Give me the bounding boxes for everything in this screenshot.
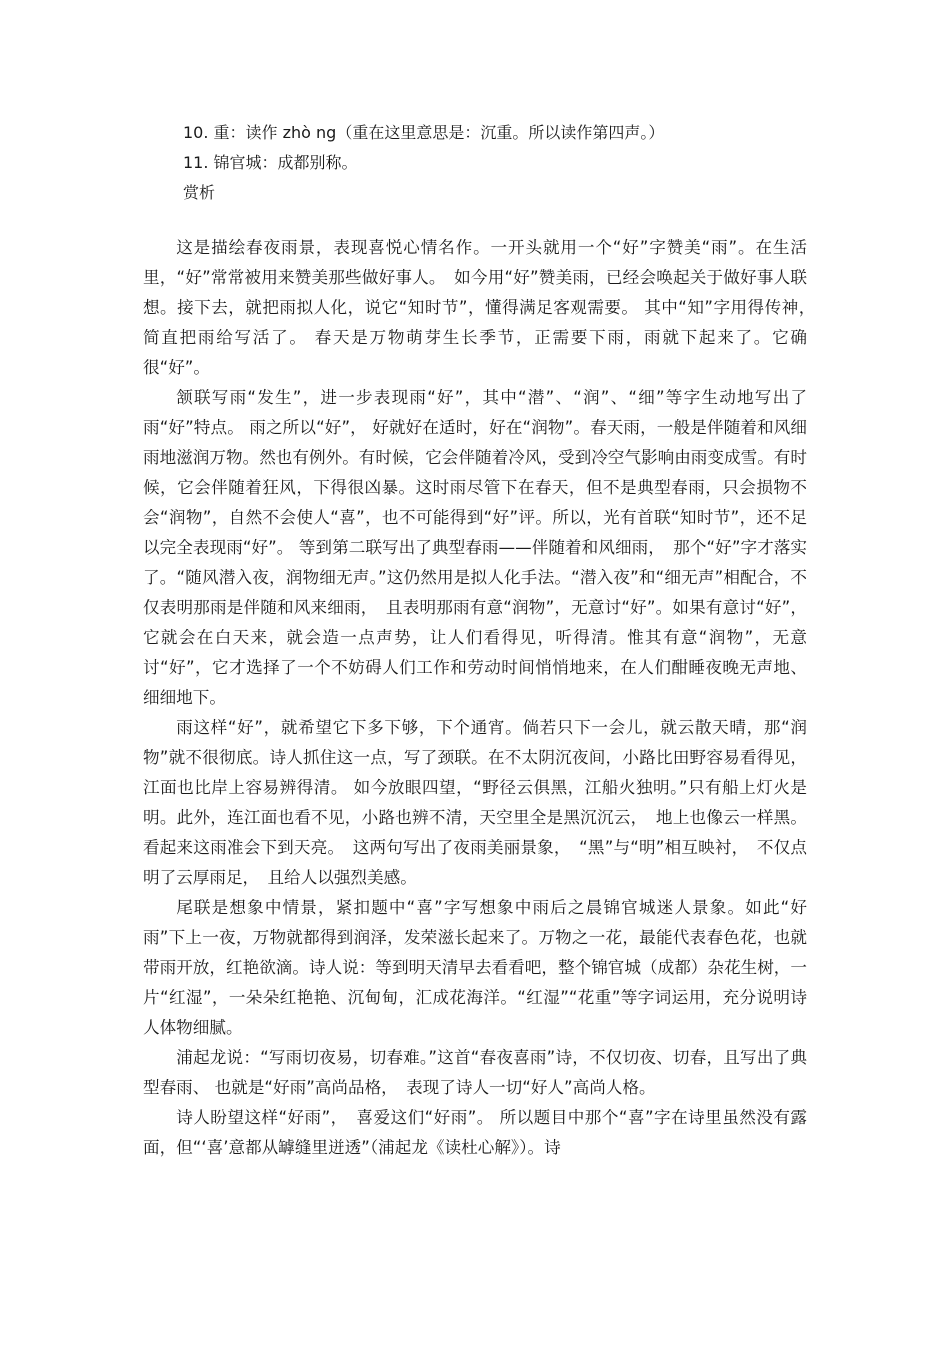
note-item-11: 11. 锦官城：成都别称。 [183,153,358,172]
paragraph-second-couplet: 颔联写雨“发生”，进一步表现雨“好”，其中“潜”、“润”、“细”等字生动地写出了雨“好”特点。 雨之所以“好”， 好就好在适时，好在“润物”。春天雨，一般是伴随着和风细雨地滋润万物。然也有例外。有时候，它会伴随着冷风，受到冷空气影响由雨变成雪。有时候，它会伴随着狂风，下得很凶暴。这时雨尽管下在春天，但不是典型春雨，只会损物不会“润物”，自然不会使人“喜”，也不可能得到“好”评。所以，光有首联“知时节”，还不足以完全表现雨“好”。 等到第二联写出了典型春雨——伴随着和风细雨， 那个“好”字才落实了。“随风潜入夜，润物细无声。”这仍然用是拟人化手法。“潜入夜”和“细无声”相配合，不仅表明那雨是伴随和风来细雨， 且表明那雨有意“润物”，无意讨“好”。如果有意讨“好”，它就会在白天来，就会造一点声势，让人们看得见，听得清。惟其有意“润物”，无意讨“好”，它才选择了一个不妨碍人们工作和劳动时间悄悄地来，在人们酣睡夜晚无声地、细细地下。 [143,388,807,707]
annotation-notes [183,118,823,208]
paragraph-third-couplet: 雨这样“好”，就希望它下多下够，下个通宵。倘若只下一会儿，就云散天晴，那“润物”就不很彻底。诗人抓住这一点，写了颈联。在不太阴沉夜间，小路比田野容易看得见，江面也比岸上容易辨得清。 如今放眼四望，“野径云俱黑，江船火独明。”只有船上灯火是明。此外，连江面也看不见，小路也辨不清，天空里全是黑沉沉云， 地上也像云一样黑。 看起来这雨准会下到天亮。 这两句写出了夜雨美丽景象， “黑”与“明”相互映衬， 不仅点明了云厚雨足， 且给人以强烈美感。 [143,718,807,887]
paragraph-pu-qilong-quote: 浦起龙说：“写雨切夜易，切春难。”这首“春夜喜雨”诗，不仅切夜、切春，且写出了典型春雨、 也就是“好雨”高尚品格， 表现了诗人一切“好人”高尚人格。 [143,1048,807,1097]
paragraph-conclusion: 诗人盼望这样“好雨”， 喜爱这们“好雨”。 所以题目中那个“喜”字在诗里虽然没有露面，但“‘喜’意都从罅缝里迸透”（浦起龙《读杜心解》）。诗 [143,1108,807,1157]
note-item-10: 10. 重：读作 zhò ng（重在这里意思是：沉重。所以读作第四声。） [183,123,665,142]
appreciation-body [143,233,824,1163]
paragraph-intro: 这是描绘春夜雨景，表现喜悦心情名作。一开头就用一个“好”字赞美“雨”。在生活里，“好”常常被用来赞美那些做好事人。 如今用“好”赞美雨，已经会唤起关于做好事人联想。接下去，就把雨拟人化，说它“知时节”，懂得满足客观需要。 其中“知”字用得传神， 简直把雨给写活了。 春天是万物萌芽生长季节，正需要下雨，雨就下起来了。它确很“好”。 [143,238,824,377]
section-heading-appreciation: 赏析 [183,183,216,202]
paragraph-final-couplet: 尾联是想象中情景，紧扣题中“喜”字写想象中雨后之晨锦官城迷人景象。如此“好雨”下上一夜，万物就都得到润泽，发荣滋长起来了。万物之一花，最能代表春色花，也就带雨开放，红艳欲滴。诗人说：等到明天清早去看看吧，整个锦官城（成都）杂花生树，一片“红湿”，一朵朵红艳艳、沉甸甸，汇成花海洋。“红湿”“花重”等字词运用，充分说明诗人体物细腻。 [143,898,807,1037]
